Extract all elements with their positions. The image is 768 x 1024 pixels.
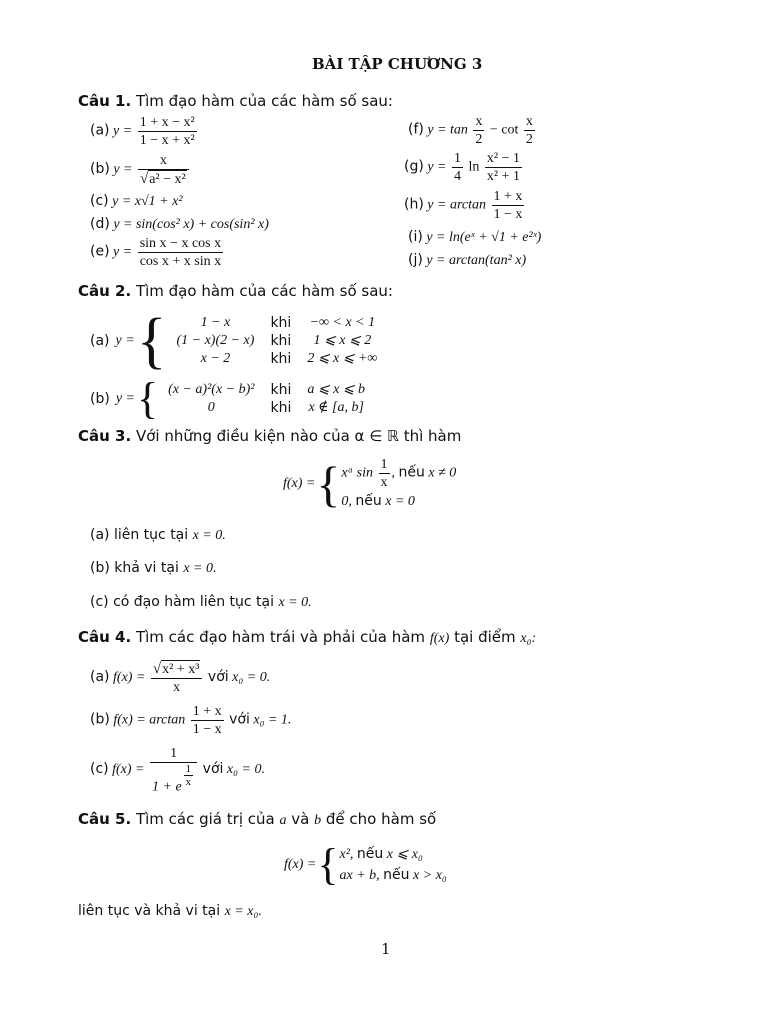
q3-row1-num: 1: [380, 457, 388, 472]
case-row: [160, 399, 373, 417]
q2-prompt: Tìm đạo hàm của các hàm số sau:: [135, 282, 393, 300]
q5-lhs: f(x) =: [284, 857, 317, 872]
case-expr: 1 − x: [200, 315, 231, 330]
q3-row1-frac: [379, 456, 390, 491]
q4-item-c: [90, 745, 265, 795]
q1-heading: [78, 92, 393, 110]
q4-prompt-math: f(x): [429, 631, 450, 646]
q1-item-b: [90, 152, 191, 188]
q5-row2-cond: x > x₀: [413, 868, 447, 883]
case-cond: a ⩽ x ⩽ b: [307, 382, 366, 397]
q3-row1-kw: nếu: [398, 464, 425, 481]
q4-prompt-a: Tìm các đạo hàm trái và phải của hàm: [135, 628, 426, 646]
q3-row2-pre: 0,: [341, 494, 352, 509]
q3-row1-cond: x ≠ 0: [428, 465, 457, 481]
q1-b-den: a² − x²: [149, 172, 186, 187]
left-brace-icon: {: [316, 456, 341, 512]
q1-g-n1: 1: [453, 151, 461, 166]
q3-row1-pre: xᵅ sin: [341, 465, 374, 481]
q5-tail-text: liên tục và khả vi tại: [78, 903, 221, 919]
q4-b-tag: (b): [90, 711, 110, 728]
q1-g-n2: x² − 1: [486, 151, 520, 166]
q1-e-tag: (e): [90, 243, 110, 260]
q1-c-expr: y = x√1 + x²: [112, 194, 183, 209]
q5-row1-cond: x ⩽ x₀: [386, 847, 423, 862]
q4-b-cond: x₀ = 1.: [253, 712, 292, 728]
q1-b-num: x: [138, 152, 189, 170]
q1-g-frac1: [452, 150, 463, 185]
q1-j-expr: y = arctan(tan² x): [426, 253, 527, 268]
q4-a-fraction: [151, 660, 203, 696]
q1-b-fraction: [138, 152, 189, 188]
q1-i-tag: (i): [408, 229, 423, 245]
case-expr: (1 − x)(2 − x): [176, 333, 255, 348]
case-keyword: khi: [270, 315, 292, 331]
q1-f-d1: 2: [475, 132, 483, 147]
case-expr: x − 2: [200, 351, 231, 366]
q2-heading: [78, 282, 393, 300]
q3-row2-kw: nếu: [355, 493, 382, 509]
q5-var-a: a: [279, 813, 287, 828]
q4-a-lhs: f(x) =: [113, 670, 146, 686]
case-cond: −∞ < x < 1: [309, 315, 376, 330]
q4-prompt-x0: x₀:: [520, 631, 537, 646]
q3-label: Câu 3.: [78, 427, 132, 445]
q4-item-a: [90, 660, 270, 696]
q3-item-c: [90, 594, 312, 611]
q4-a-kw: với: [207, 669, 229, 686]
q2-a-tag: (a): [90, 333, 110, 349]
q4-b-num: 1 + x: [192, 704, 222, 719]
case-keyword: khi: [270, 333, 292, 349]
q1-b-tag: (b): [90, 161, 110, 178]
q1-label: Câu 1.: [78, 92, 132, 110]
q5-var-b: b: [314, 813, 322, 828]
q2-item-b: [90, 374, 373, 423]
q1-f-frac1: [473, 113, 484, 148]
q1-a-num: 1 + x − x²: [139, 115, 195, 130]
q3-heading: [78, 427, 461, 445]
q4-item-b: [90, 703, 291, 738]
q1-a-fraction: [138, 114, 197, 149]
q1-b-lhs: y =: [113, 162, 133, 178]
q1-f-tag: (f): [408, 121, 424, 138]
q5-function: [284, 840, 447, 889]
q1-a-den: 1 − x + x²: [139, 133, 195, 148]
q3-function: [283, 456, 456, 512]
q3-case-1: [341, 456, 456, 491]
q5-row1-kw: nếu: [356, 846, 384, 862]
q1-f-n1: x: [475, 114, 483, 129]
q1-item-g: [404, 150, 524, 185]
q1-d-expr: y = sin(cos² x) + cos(sin² x): [113, 217, 269, 232]
left-brace-icon: {: [136, 374, 159, 423]
q1-item-c: [90, 193, 183, 210]
q3-row2-cond: x = 0: [385, 494, 415, 509]
q1-c-tag: (c): [90, 193, 109, 209]
q4-c-cond: x₀ = 0.: [226, 762, 265, 778]
q1-e-fraction: [138, 235, 223, 270]
q3-b-math: x = 0.: [183, 561, 217, 576]
q4-c-exp-den: x: [185, 776, 192, 788]
q1-d-tag: (d): [90, 216, 110, 232]
page-title: BÀI TẬP CHƯƠNG 3: [312, 55, 483, 73]
q4-b-kw: với: [229, 711, 250, 728]
q3-row1-den: x: [380, 475, 388, 490]
q1-h-tag: (h): [404, 196, 424, 213]
q5-row2-expr: ax + b,: [339, 868, 380, 883]
q2-item-a: [90, 307, 385, 375]
q1-h-fraction: [492, 188, 525, 223]
q3-item-a: [90, 527, 226, 544]
page-number: 1: [381, 940, 391, 958]
q1-h-lhs: y = arctan: [427, 197, 486, 213]
q4-c-num: 1: [150, 745, 197, 763]
q1-g-mid: ln: [468, 159, 480, 175]
q1-e-den: cos x + x sin x: [139, 254, 222, 269]
q5-heading: [78, 810, 436, 829]
q1-j-tag: (j): [408, 252, 423, 268]
q4-c-fraction: [150, 745, 197, 795]
q1-a-lhs: y =: [113, 123, 133, 139]
q3-c-tag: (c): [90, 594, 109, 610]
q1-item-d: [90, 216, 269, 233]
sqrt-icon: √: [139, 171, 149, 187]
q1-a-tag: (a): [90, 122, 110, 139]
q2-b-cases: [160, 381, 373, 417]
q5-cases: [340, 844, 447, 886]
q3-a-tag: (a): [90, 527, 110, 543]
q4-b-lhs: f(x) = arctan: [113, 712, 186, 728]
q1-b-den-wrap: [138, 170, 189, 188]
q1-g-tag: (g): [404, 158, 424, 175]
q4-a-den: x: [173, 680, 181, 695]
case-keyword: khi: [270, 400, 292, 416]
q1-item-e: [90, 235, 225, 270]
q2-b-tag: (b): [90, 391, 110, 407]
q4-c-den-pre: 1 + e: [152, 779, 182, 795]
q3-c-text: có đạo hàm liên tục tại: [113, 594, 274, 610]
case-expr: 0: [207, 400, 215, 415]
case-cond: 1 ⩽ x ⩽ 2: [313, 333, 372, 348]
q3-a-math: x = 0.: [192, 528, 226, 543]
q5-row2-kw: nếu: [383, 867, 410, 883]
q4-c-den: [150, 763, 197, 795]
q3-prompt: Với những điều kiện nào của α ∈ ℝ thì hàm: [135, 427, 462, 445]
q1-f-frac2: [524, 113, 535, 148]
q4-heading: [78, 628, 536, 647]
case-row: [168, 350, 385, 368]
case-row: [168, 332, 385, 350]
case-row: [160, 381, 373, 399]
q1-g-frac2: [485, 150, 522, 185]
q4-c-tag: (c): [90, 761, 109, 778]
q4-label: Câu 4.: [78, 628, 132, 646]
q5-tail: [78, 903, 262, 920]
q5-mid: và: [291, 810, 310, 828]
q5-case-1: [340, 844, 447, 865]
q1-item-j: [408, 252, 526, 269]
q4-c-exp-frac: [184, 763, 194, 788]
q3-case-2: [341, 491, 456, 512]
q1-g-d2: x² + 1: [486, 169, 520, 184]
q1-prompt: Tìm đạo hàm của các hàm số sau:: [135, 92, 393, 110]
q1-h-num: 1 + x: [493, 189, 523, 204]
q4-prompt-b: tại điểm: [454, 628, 516, 646]
left-brace-icon: {: [136, 307, 167, 375]
q4-a-cond: x₀ = 0.: [232, 670, 271, 686]
q3-cases: [341, 456, 456, 512]
q4-c-lhs: f(x) =: [112, 762, 145, 778]
q3-a-text: liên tục tại: [113, 527, 189, 543]
q1-item-h: [404, 188, 526, 223]
q2-a-cases: [168, 314, 385, 368]
case-keyword: khi: [270, 382, 292, 398]
q3-b-text: khả vi tại: [114, 560, 179, 576]
q1-f-lhs: y = tan: [427, 122, 468, 138]
q1-e-lhs: y =: [113, 244, 133, 260]
q1-g-lhs: y =: [427, 159, 447, 175]
q5-prompt-a: Tìm các giá trị của: [135, 810, 275, 828]
q1-f-d2: 2: [525, 132, 533, 147]
q4-c-exp-num: 1: [185, 763, 192, 775]
case-cond: x ∉ [a, b]: [308, 400, 364, 415]
q5-tail-math: x = x₀.: [224, 904, 262, 919]
q4-b-fraction: [191, 703, 224, 738]
left-brace-icon: {: [317, 840, 339, 889]
q1-h-den: 1 − x: [493, 207, 523, 222]
q1-item-i: [408, 229, 541, 246]
q1-e-num: sin x − x cos x: [139, 236, 222, 251]
q2-label: Câu 2.: [78, 282, 132, 300]
q4-a-tag: (a): [90, 669, 110, 686]
case-keyword: khi: [270, 351, 292, 367]
case-cond: 2 ⩽ x ⩽ +∞: [307, 351, 378, 366]
q4-a-num: x² + x³: [162, 662, 200, 677]
q5-row1-expr: x²,: [339, 847, 354, 862]
q2-a-lhs: y =: [115, 333, 135, 348]
q1-item-a: [90, 114, 199, 149]
q3-row1-post: ,: [391, 465, 396, 481]
q3-item-b: [90, 560, 216, 577]
q4-a-num-wrap: [151, 660, 203, 679]
q1-i-expr: y = ln(eˣ + √1 + e²ˣ): [426, 230, 542, 245]
q5-prompt-b: để cho hàm số: [325, 810, 437, 828]
case-expr: (x − a)²(x − b)²: [168, 382, 255, 397]
q4-c-kw: với: [202, 761, 224, 778]
q5-case-2: [340, 865, 447, 886]
q1-g-d1: 4: [453, 169, 461, 184]
q4-b-den: 1 − x: [192, 722, 222, 737]
q2-b-lhs: y =: [115, 391, 135, 406]
sqrt-icon: √: [152, 661, 162, 677]
q3-b-tag: (b): [90, 560, 110, 576]
q3-lhs: f(x) =: [283, 476, 316, 491]
q1-f-mid: − cot: [489, 122, 519, 138]
q3-c-math: x = 0.: [278, 595, 312, 610]
case-row: [168, 314, 385, 332]
q5-label: Câu 5.: [78, 810, 132, 828]
q1-f-n2: x: [525, 114, 533, 129]
q1-item-f: [408, 113, 537, 148]
